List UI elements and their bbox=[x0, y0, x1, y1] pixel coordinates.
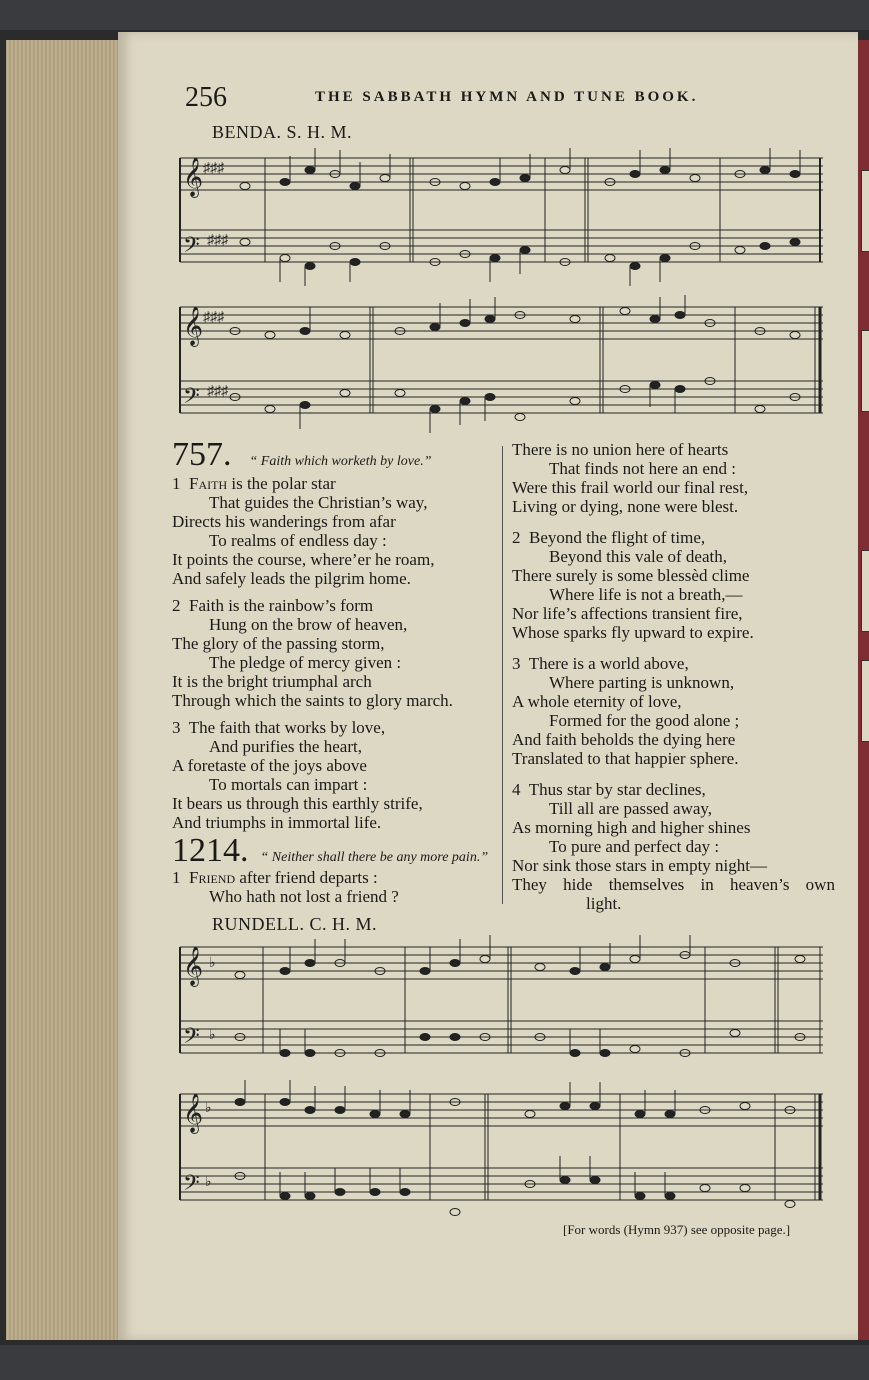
verse-line: That guides the Christian’s way, bbox=[209, 493, 428, 512]
svg-text:𝄞: 𝄞 bbox=[183, 159, 204, 196]
verse-number: 3 bbox=[512, 654, 521, 673]
verse-number: 4 bbox=[512, 780, 521, 799]
verse bbox=[172, 718, 497, 832]
verse-line: And safely leads the pilgrim home. bbox=[172, 569, 411, 588]
verse bbox=[172, 474, 497, 588]
verse-line: There surely is some blessèd clime bbox=[512, 566, 750, 585]
verse-line: Faith is the rainbow’s form bbox=[189, 596, 374, 615]
svg-text:𝄞: 𝄞 bbox=[183, 948, 204, 985]
opposite-page-edge bbox=[858, 40, 869, 1340]
verse-line: To pure and perfect day : bbox=[549, 837, 720, 856]
hymn-1214-heading bbox=[172, 832, 488, 870]
verse-line: Whose sparks fly upward to expire. bbox=[512, 623, 754, 642]
verse-number: 1 bbox=[172, 868, 181, 887]
svg-text:♭: ♭ bbox=[205, 1101, 212, 1116]
verse-line: Formed for the good alone ; bbox=[549, 711, 740, 730]
hymn-1214-verse-1-start bbox=[172, 868, 497, 906]
verse bbox=[512, 528, 832, 642]
verse-line: The faith that works by love, bbox=[188, 718, 386, 737]
svg-text:♭: ♭ bbox=[209, 1028, 216, 1043]
verse-first-word: Faith bbox=[189, 474, 228, 493]
verse-line: Who hath not lost a friend ? bbox=[209, 887, 399, 906]
verse-line: Living or dying, none were blest. bbox=[512, 497, 739, 516]
verse-line: They hide themselves in heaven’s own bbox=[512, 875, 835, 894]
verse-line: Nor sink those stars in empty night— bbox=[512, 856, 767, 875]
page-number: 256 bbox=[185, 82, 227, 113]
hymn-number: 757. bbox=[172, 436, 232, 473]
svg-text:♯♯♯: ♯♯♯ bbox=[203, 161, 224, 176]
verse-line: Directs his wanderings from afar bbox=[172, 512, 396, 531]
verse-line: Where life is not a breath,— bbox=[549, 585, 743, 604]
verse-line: Beyond this vale of death, bbox=[549, 547, 727, 566]
verse-line: It bears us through this earthly strife, bbox=[172, 794, 423, 813]
hymn-number: 1214. bbox=[172, 832, 249, 869]
verse-line: The glory of the passing storm, bbox=[172, 634, 385, 653]
verse-line: To realms of endless day : bbox=[209, 531, 387, 550]
opposite-page-tab bbox=[861, 330, 869, 412]
verse-line: A foretaste of the joys above bbox=[172, 756, 367, 775]
tune-title-benda: BENDA. S. H. M. bbox=[212, 122, 353, 142]
verse-line: Thus star by star declines, bbox=[528, 780, 706, 799]
verse-line: And faith beholds the dying here bbox=[512, 730, 736, 749]
hymn-757-heading bbox=[172, 436, 431, 474]
svg-text:𝄢: 𝄢 bbox=[183, 233, 200, 262]
verse bbox=[512, 780, 835, 913]
page-edges bbox=[6, 40, 120, 1340]
svg-text:♭: ♭ bbox=[205, 1175, 212, 1190]
verse bbox=[512, 440, 832, 516]
music-score-benda-2 bbox=[175, 295, 827, 435]
svg-text:𝄢: 𝄢 bbox=[183, 384, 200, 413]
music-score-benda-1 bbox=[175, 148, 827, 288]
hymn-epigraph: “ Faith which worketh by love.” bbox=[249, 454, 432, 469]
verse-number: 2 bbox=[512, 528, 521, 547]
verse bbox=[512, 654, 832, 768]
verse-first-word: Friend bbox=[189, 868, 236, 887]
svg-text:♭: ♭ bbox=[209, 956, 216, 971]
footnote: [For words (Hymn 937) see opposite page.] bbox=[563, 1222, 791, 1237]
column-divider bbox=[502, 446, 503, 904]
verse-line: It points the course, where’er he roam, bbox=[172, 550, 435, 569]
svg-text:𝄞: 𝄞 bbox=[183, 308, 204, 345]
verse-line: after friend departs : bbox=[239, 868, 378, 887]
verse-line: is the polar star bbox=[231, 474, 336, 493]
verse-number: 1 bbox=[172, 474, 181, 493]
verse-number: 3 bbox=[172, 718, 181, 737]
verse-line: As morning high and higher shines bbox=[512, 818, 751, 837]
verse-number: 2 bbox=[172, 596, 181, 615]
svg-text:♯♯♯: ♯♯♯ bbox=[203, 310, 224, 325]
verse bbox=[172, 596, 497, 710]
opposite-page-tab bbox=[861, 660, 869, 742]
opposite-page-tab bbox=[861, 170, 869, 252]
verse-line: That finds not here an end : bbox=[549, 459, 736, 478]
verse-line: light. bbox=[586, 894, 622, 913]
svg-text:♯♯♯: ♯♯♯ bbox=[207, 384, 228, 399]
verse-line: Through which the saints to glory march. bbox=[172, 691, 453, 710]
hymn-757-verses bbox=[172, 474, 497, 832]
verse-line: Were this frail world our final rest, bbox=[512, 478, 749, 497]
verse-line: There is a world above, bbox=[528, 654, 689, 673]
verse-line: Nor life’s affections transient fire, bbox=[512, 604, 743, 623]
verse-line: To mortals can impart : bbox=[209, 775, 368, 794]
music-score-rundell-1 bbox=[175, 935, 827, 1075]
tune-title-rundell: RUNDELL. C. H. M. bbox=[212, 914, 377, 934]
svg-text:𝄢: 𝄢 bbox=[183, 1024, 200, 1053]
verse-line: The pledge of mercy given : bbox=[209, 653, 402, 672]
svg-text:♯♯♯: ♯♯♯ bbox=[207, 233, 228, 248]
verse-line: And purifies the heart, bbox=[209, 737, 362, 756]
opposite-page-tab bbox=[861, 550, 869, 632]
running-title: THE SABBATH HYMN AND TUNE BOOK. bbox=[315, 89, 699, 105]
hymn-epigraph: “ Neither shall there be any more pain.” bbox=[260, 850, 489, 865]
verse-line: Where parting is unknown, bbox=[549, 673, 735, 692]
verse-line: Hung on the brow of heaven, bbox=[209, 615, 408, 634]
verse-line: A whole eternity of love, bbox=[512, 692, 682, 711]
verse-line: There is no union here of hearts bbox=[512, 440, 729, 459]
verse-line: Beyond the flight of time, bbox=[529, 528, 706, 547]
verse-line: It is the bright triumphal arch bbox=[172, 672, 372, 691]
verse-line: Till all are passed away, bbox=[549, 799, 713, 818]
music-score-rundell-2 bbox=[175, 1080, 827, 1220]
verse-line: Translated to that happier sphere. bbox=[512, 749, 739, 768]
svg-text:𝄢: 𝄢 bbox=[183, 1171, 200, 1200]
svg-text:𝄞: 𝄞 bbox=[183, 1095, 204, 1132]
verse-line: And triumphs in immortal life. bbox=[172, 813, 382, 832]
hymn-1214-verses-right bbox=[512, 440, 835, 913]
